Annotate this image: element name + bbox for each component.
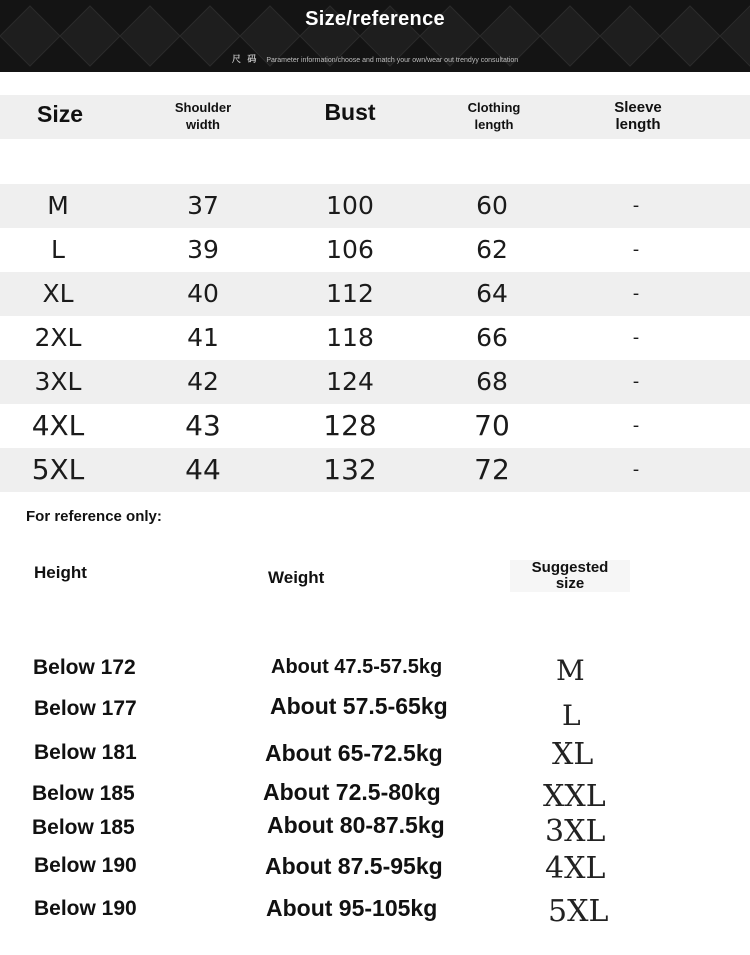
cell-length: 72 xyxy=(474,453,510,486)
cell-bust: 100 xyxy=(326,191,374,220)
table-row xyxy=(0,184,750,228)
reference-row xyxy=(0,814,750,850)
table-row xyxy=(0,228,750,272)
header-sleeve-length xyxy=(596,99,680,133)
cell-length: 64 xyxy=(476,279,508,308)
cell-size: XL xyxy=(42,279,74,308)
cell-size: 2XL xyxy=(34,323,82,352)
table-row xyxy=(0,448,750,492)
header-suggested-size xyxy=(510,560,630,592)
reference-row xyxy=(0,894,750,930)
cell-bust: 112 xyxy=(326,279,374,308)
ref-size: 3XL xyxy=(545,814,606,849)
header-length-line2: length xyxy=(474,117,514,132)
reference-row xyxy=(0,654,750,690)
table-row xyxy=(0,404,750,448)
header-sleeve-line1: Sleeve xyxy=(614,99,662,116)
ref-height: Below 185 xyxy=(32,816,135,839)
ref-weight: About 80-87.5kg xyxy=(267,812,445,838)
ref-size: XL xyxy=(552,737,594,772)
table-row xyxy=(0,272,750,316)
cell-shoulder: 39 xyxy=(187,235,219,264)
cell-length: 62 xyxy=(476,235,508,264)
ref-size: XXL xyxy=(543,779,606,814)
cell-shoulder: 44 xyxy=(185,453,221,486)
banner-subtitle xyxy=(0,52,750,65)
ref-size: L xyxy=(562,699,581,732)
ref-height: Below 185 xyxy=(32,782,135,805)
header-banner xyxy=(0,0,750,72)
cell-size: L xyxy=(51,235,65,264)
table-row xyxy=(0,360,750,404)
ref-height: Below 190 xyxy=(34,854,137,877)
cell-sleeve: - xyxy=(632,371,640,392)
ref-weight: About 65-72.5kg xyxy=(265,740,443,766)
cell-sleeve: - xyxy=(632,239,640,260)
cell-shoulder: 42 xyxy=(187,367,219,396)
ref-height: Below 181 xyxy=(34,741,137,764)
ref-size: 5XL xyxy=(548,894,609,929)
header-shoulder-line1: Shoulder xyxy=(174,100,232,115)
header-length-line1: Clothing xyxy=(467,100,521,115)
header-suggested-line2: size xyxy=(555,575,585,592)
header-sleeve-line2: length xyxy=(615,116,661,133)
table-row xyxy=(0,316,750,360)
cell-shoulder: 37 xyxy=(187,191,219,220)
ref-weight: About 87.5-95kg xyxy=(265,853,443,879)
cell-length: 70 xyxy=(474,409,510,442)
cell-size: 4XL xyxy=(31,409,85,442)
reference-row xyxy=(0,693,750,732)
ref-height: Below 177 xyxy=(34,697,137,720)
cell-bust: 118 xyxy=(326,323,374,352)
reference-row xyxy=(0,739,750,775)
cell-sleeve: - xyxy=(632,415,640,436)
ref-height: Below 172 xyxy=(33,656,136,679)
ref-weight: About 95-105kg xyxy=(266,895,438,921)
cell-shoulder: 43 xyxy=(185,409,221,442)
banner-title: Size/reference xyxy=(305,8,445,30)
cell-shoulder: 41 xyxy=(187,323,219,352)
header-size: Size xyxy=(36,101,84,127)
header-weight: Weight xyxy=(268,568,325,587)
cell-sleeve: - xyxy=(632,459,640,480)
cell-bust: 132 xyxy=(323,453,377,486)
cell-length: 68 xyxy=(476,367,508,396)
header-shoulder-width xyxy=(163,99,243,133)
header-bust: Bust xyxy=(324,99,376,125)
cell-size: 3XL xyxy=(34,367,82,396)
cell-sleeve: - xyxy=(632,195,640,216)
cell-length: 60 xyxy=(476,191,508,220)
cell-size: 5XL xyxy=(31,453,85,486)
cell-size: M xyxy=(47,191,69,220)
reference-row xyxy=(0,779,750,815)
header-height: Height xyxy=(34,563,87,582)
size-table-header xyxy=(0,95,750,139)
ref-height: Below 190 xyxy=(34,897,137,920)
cell-bust: 124 xyxy=(326,367,374,396)
ref-weight: About 57.5-65kg xyxy=(270,693,448,719)
banner-subtitle-cn: 尺 码 xyxy=(231,54,259,64)
header-clothing-length xyxy=(452,99,536,133)
cell-shoulder: 40 xyxy=(187,279,219,308)
header-suggested-line1: Suggested xyxy=(531,559,609,576)
ref-size: M xyxy=(556,654,585,687)
banner-subtitle-text: Parameter information/choose and match your own/wear out trendyy consultation xyxy=(266,57,519,64)
cell-bust: 106 xyxy=(326,235,374,264)
cell-sleeve: - xyxy=(632,283,640,304)
ref-weight: About 47.5-57.5kg xyxy=(271,656,443,678)
cell-sleeve: - xyxy=(632,327,640,348)
ref-weight: About 72.5-80kg xyxy=(263,779,441,805)
cell-length: 66 xyxy=(476,323,508,352)
cell-bust: 128 xyxy=(323,409,377,442)
reference-row xyxy=(0,852,750,888)
ref-size: 4XL xyxy=(545,851,606,886)
header-shoulder-line2: width xyxy=(186,117,220,132)
reference-note: For reference only: xyxy=(26,508,162,525)
